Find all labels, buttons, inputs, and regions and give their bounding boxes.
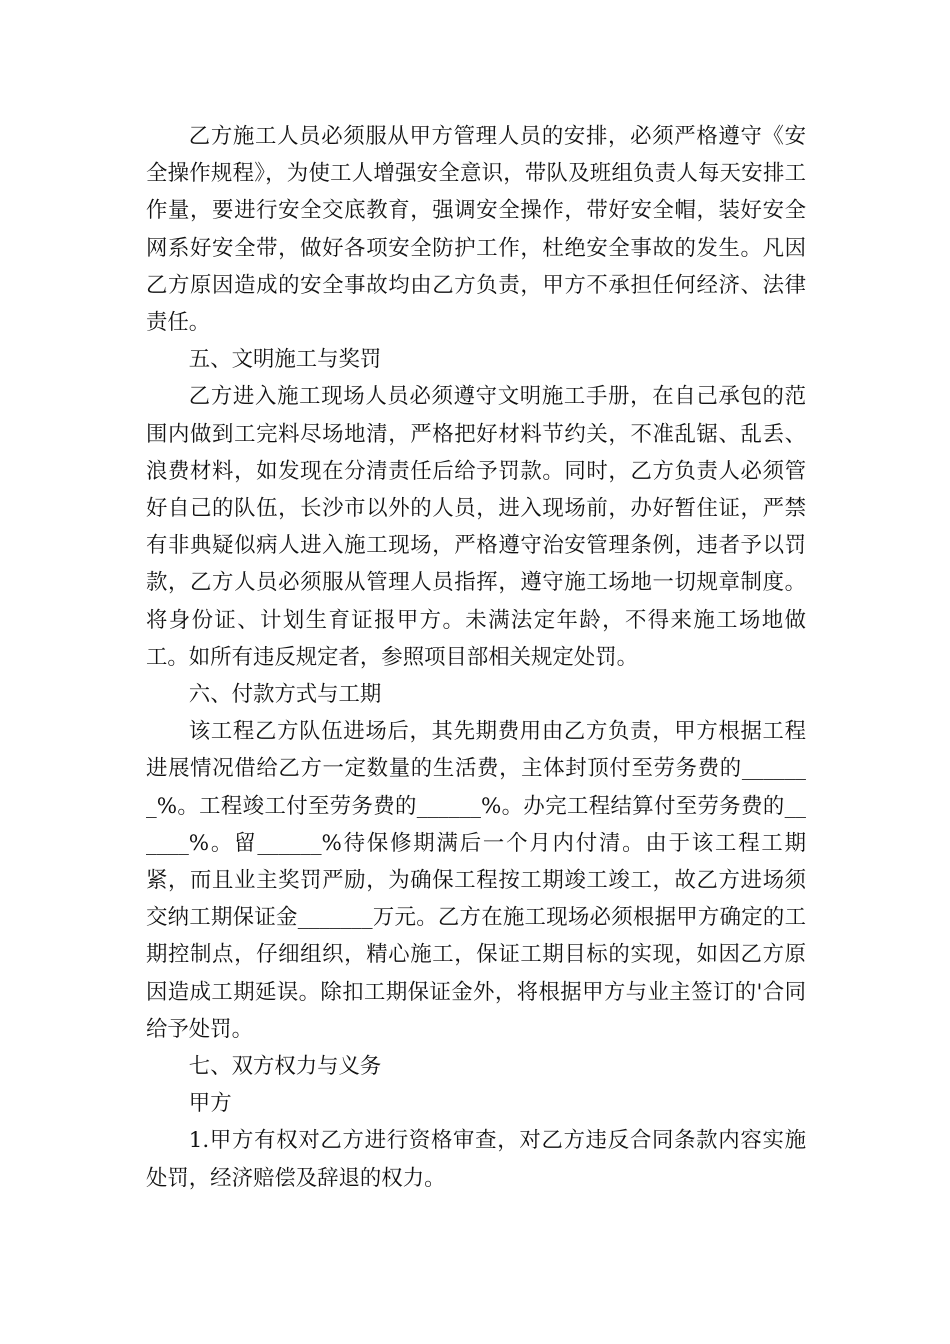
document-page (146, 118, 806, 1197)
paragraph-party-a-clause-1: 1.甲方有权对乙方进行资格审查，对乙方违反合同条款内容实施处罚，经济赔偿及辞退的权力。 (146, 1128, 806, 1191)
paragraph-payment-schedule: 该工程乙方队伍进场后，其先期费用由乙方负责，甲方根据工程进展情况借给乙方一定数量的生活费，主体封顶付至劳务费的_______%。工程竣工付至劳务费的______%。办完工程结算付至劳务费的______%。留______%待保修期满后一个月内付清。由于该工程工期紧，而且业主奖罚严励，为确保工程按工期竣工竣工，故乙方进场须交纳工期保证金_______万元。乙方在施工现场必须根据甲方确定的工期控制点，仔细组织，精心施工，保证工期目标的实现，如因乙方原因造成工期延误。除扣工期保证金外，将根据甲方与业主签订的'合同给予处罚。 (146, 719, 806, 1042)
paragraph-civilized-construction: 乙方进入施工现场人员必须遵守文明施工手册，在自己承包的范围内做到工完料尽场地清，严格把好材料节约关，不准乱锯、乱丢、浪费材料，如发现在分清责任后给予罚款。同时，乙方负责人必须管好自己的队伍，长沙市以外的人员，进入现场前，办好暂住证，严禁有非典疑似病人进入施工现场，严格遵守治安管理条例，违者予以罚款，乙方人员必须服从管理人员指挥，遵守施工场地一切规章制度。将身份证、计划生育证报甲方。未满法定年龄，不得来施工场地做工。如所有违反规定者，参照项目部相关规定处罚。 (146, 384, 806, 670)
section-heading-rights-obligations: 七、双方权力与义务 (188, 1054, 382, 1080)
section-heading-civilized-construction: 五、文明施工与奖罚 (188, 347, 382, 373)
paragraph-safety: 乙方施工人员必须服从甲方管理人员的安排，必须严格遵守《安全操作规程》，为使工人增强安全意识，带队及班组负责人每天安排工作量，要进行安全交底教育，强调安全操作，带好安全帽，装好安全网系好安全带，做好各项安全防护工作，杜绝安全事故的发生。凡因乙方原因造成的安全事故均由乙方负责，甲方不承担任何经济、法律责任。 (146, 124, 806, 336)
subheading-party-a: 甲方 (188, 1091, 232, 1117)
section-heading-payment-schedule: 六、付款方式与工期 (188, 682, 382, 708)
